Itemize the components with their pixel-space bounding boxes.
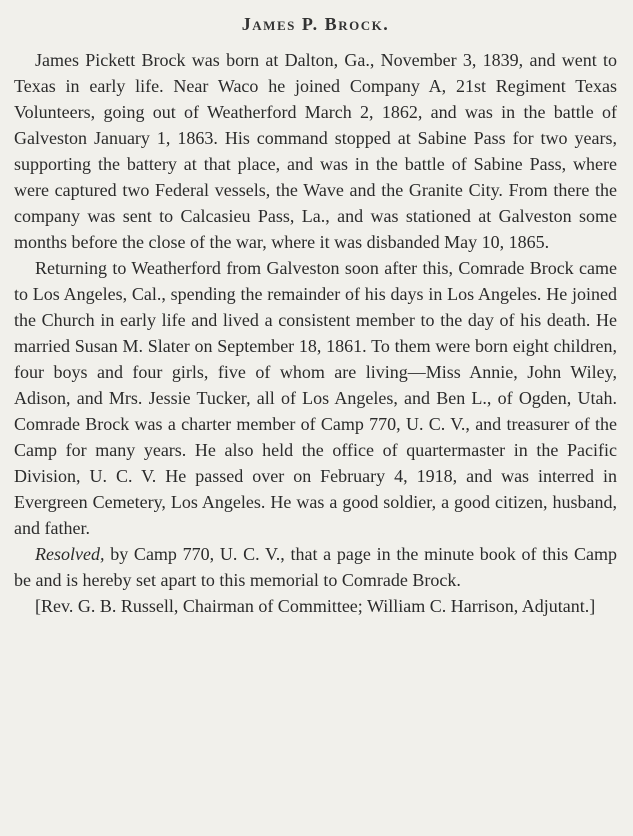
signature-block: [Rev. G. B. Russell, Chairman of Committee; William C. Harrison, Adjutant.] [35, 596, 596, 616]
paragraph-service-record: James Pickett Brock was born at Dalton, Ga., November 3, 1839, and went to Texas in early life. Near Waco he joined Company A, 21st Regiment Texas Volunteers, going out of Weatherford March 2, 1862, and was in the battle of Galveston January 1, 1863. His command stopped at Sabine Pass for two years, supporting the battery at that place, and was in the battle of Sabine Pass, where were captured two Federal vessels, the Wave and the Granite City. From there the company was sent to Calcasieu Pass, La., and was stationed at Galveston some months before the close of the war, where it was disbanded May 10, 1865. [14, 50, 617, 252]
resolution-text: by Camp 770, U. C. V., that a page in the minute book of this Camp be and is hereby set apart to this memorial to Comrade Brock. [14, 544, 617, 590]
resolved-lead: Resolved, [35, 544, 105, 564]
paragraph-later-life: Returning to Weatherford from Galveston soon after this, Comrade Brock came to Los Angeles, Cal., spending the remainder of his days in Los Angeles. He joined the Church in early life and lived a consistent member to the day of his death. He married Susan M. Slater on September 18, 1861. To them were born eight children, four boys and four girls, five of whom are living—Miss Annie, John Wiley, Adison, and Mrs. Jessie Tucker, all of Los Angeles, and Ben L., of Ogden, Utah. Comrade Brock was a charter member of Camp 770, U. C. V., and treasurer of the Camp for many years. He also held the office of quartermaster in the Pacific Division, U. C. V. He passed over on February 4, 1918, and was interred in Evergreen Cemetery, Los Angeles. He was a good soldier, a good citizen, husband, and father. [14, 258, 617, 538]
paragraph-resolution [14, 541, 617, 593]
page-title: James P. Brock. [241, 14, 390, 34]
